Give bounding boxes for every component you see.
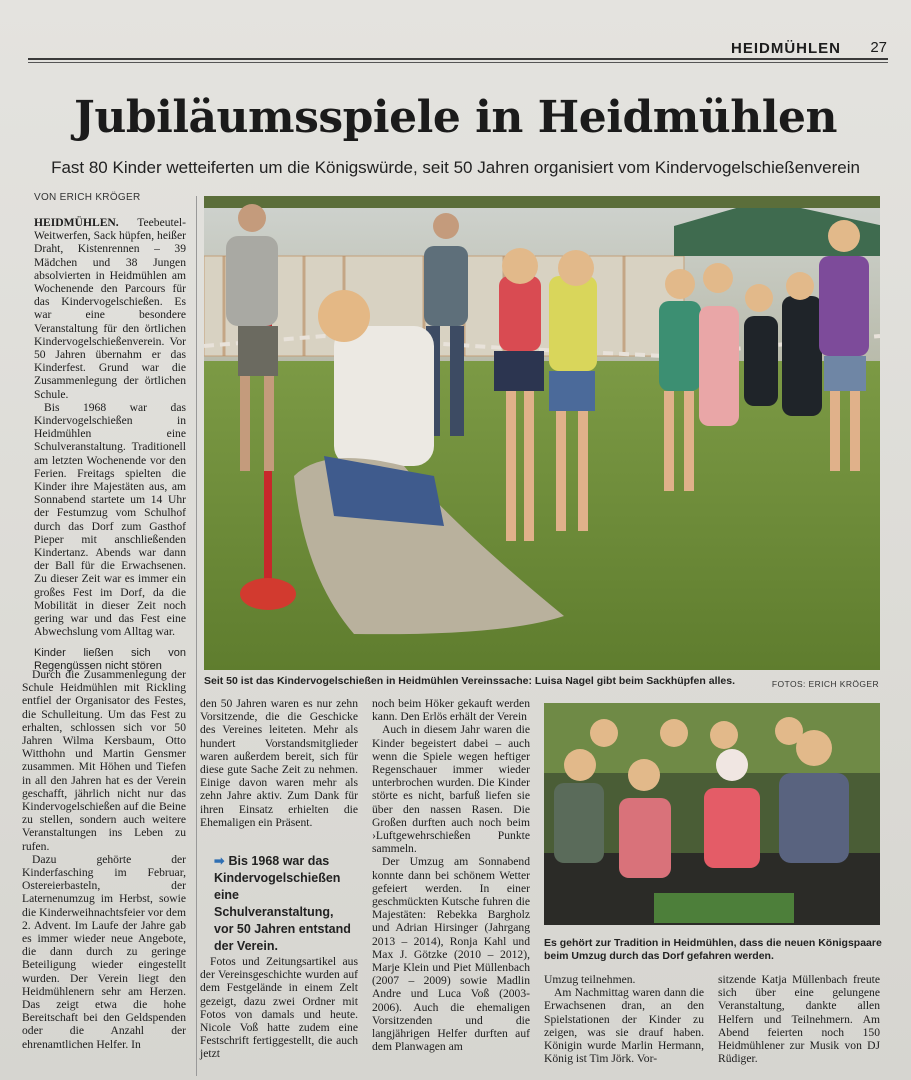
article-paragraph: Dazu gehörte der Kinderfasching im Februar, Ostereierbasteln, der Laternenumzug im Herbst, sowie die Kinderweihnachtsfeier vor dem 2. Advent. Im Laufe der Jahre gab es immer wieder neue Angebote, die dann durch zu geringe Beteiligung wieder eingestellt wurden. Der Verein liegt den Heidmühlenern sehr am Herzen. Das zeigt etwa die hohe Bereitschaft bei den Geldspenden oder die Anzahl der ehrenamtlichen Helfer. In <box>22 852 186 1051</box>
article-paragraph: den 50 Jahren waren es nur zehn Vorsitzende, die die Geschicke des Vereines leiteten. Mehr als hundert Vorstandsmitglieder waren außerdem bereit, sich für diese gute Sache Zeit zu nehmen. Einige davon waren mehr als zehn Jahre aktiv. Zum Dank für ihren Einsatz erhielten die Ehemaligen ein Präsent. <box>200 697 358 829</box>
article-column-2b <box>200 955 358 1061</box>
article-paragraph: Auch in diesem Jahr waren die Kinder begeistert dabei – auch wenn die Spiele wegen heftiger Regenschauer immer wieder unterbrochen wurden. Die Kinder störte es nicht, barfuß liefen sie über den nassen Rasen. Die Großen durften auch noch beim ›Luftgewehrschießen Punkte sammeln. <box>372 723 530 856</box>
crosshead: Kinder ließen sich von Regengüssen nicht stören <box>34 646 186 672</box>
main-photo-caption: Seit 50 ist das Kindervogelschießen in Heidmühlen Vereinssache: Luisa Nagel gibt beim Sackhüpfen alles. <box>204 675 735 687</box>
article-paragraph: Bis 1968 war das Kindervogelschießen in Heidmühlen eine Schulveranstaltung. Traditionell am letzten Wochenende vor den Ferien. Freitags spielten die Kinder ihre Majestäten aus, am Sonnabend startete um 14 Uhr der Festumzug vom Schulhof durch das Dorf zum Gasthof Pieper mit anschließenden Kindertanz. Abends war dann der Ball für die Erwachsenen. Zu dieser Zeit war es immer ein großes Fest im Dorf, da die Mobilität in dieser Zeit noch gering war und das Fest eine Abwechslung vom Alltag war. <box>34 400 186 639</box>
dateline: HEIDMÜHLEN. <box>34 216 119 229</box>
article-paragraph: Umzug teilnehmen. <box>544 973 636 986</box>
small-photo-caption: Es gehört zur Tradition in Heidmühlen, dass die neuen Königspaare beim Umzug durch das Dorf gefahren werden. <box>544 937 882 962</box>
article-paragraph: Durch die Zusammenlegung der Schule Heidmühlen mit Rickling entfiel der Organisator des Festes, die Schulleitung. Um das Fest zu erhalten, schlossen sich vor 50 Jahren Wilma Kersbaum, Otto Witthohn und Martin Gensmer zusammen. Mit Höhen und Tiefen in all den Jahren hat es der Verein geschafft, jährlich nicht nur das Kindervogelschießen auf die Beine zu stellen, sondern auch weitere Veranstaltungen ins Leben zu rufen. <box>22 668 186 853</box>
article-paragraph: Der Umzug am Sonnabend konnte dann bei schönem Wetter gefeiert werden. In einer geschmückten Kutsche fuhren die Majestäten: Rebekka Bargholz und Adrian Hirsinger (Jahrgang 2013 – 2014), Ronja Kahl und Max J. Götzke (2010 – 2012), Marje Klein und Piet Müllenbach (2007 – 2009) sowie Madlin Andre und Luca Voß (2003-2006). Auch die ehemaligen Vorsitzenden und die langjährigen Helfer durften auf dem Planwagen am <box>372 855 530 1054</box>
article-paragraph: noch beim Höker gekauft werden kann. Den Erlös erhält der Verein <box>372 697 530 724</box>
article-paragraph <box>34 216 186 401</box>
article-paragraph: Fotos und Zeitungsartikel aus der Vereinsgeschichte wurden auf dem Festgelände in einem Zelt gezeigt, dazu zwei Ordner mit Fotos von damals und heute. Nicole Voß hatte zudem eine Festschrift fertiggestellt, die auch jetzt <box>200 955 358 1061</box>
photo-credit: FOTOS: ERICH KRÖGER <box>771 679 879 689</box>
arrow-right-icon: ➡ <box>214 854 225 868</box>
header-rule <box>28 58 888 60</box>
article-column-3 <box>372 697 530 1053</box>
headline: Jubiläumsspiele in Heidmühlen <box>74 92 837 143</box>
article-column-4 <box>544 973 704 1065</box>
byline: VON ERICH KRÖGER <box>34 192 141 203</box>
subheadline: Fast 80 Kinder wetteiferten um die Königswürde, seit 50 Jahren organisiert vom Kindervogelschießenverein <box>51 158 860 177</box>
article-paragraph: Am Nachmittag waren dann die Erwachsenen dran, an den Spielstationen der Kinder zu zeigen, was sie drauf haben. Königin wurde Marlin Hermann, König ist Tim Jörk. Vor- <box>544 986 704 1066</box>
column-rule <box>196 196 197 1076</box>
pull-quote <box>214 853 354 955</box>
paragraph-text: Teebeutel-Weitwerfen, Sack hüpfen, heißer Draht, Kistenrennen – 39 Mädchen und 38 Jungen absolvierten in Heidmühlen am Wochenende den Parcours für das Kindervogelschießen. Es war eine besondere Veranstaltung für den örtlichen Kindervogelschießenverein. Vor 50 Jahren übernahm er das Kinderfest. Grund war die Zusammenlegung der örtlichen Schule. <box>34 216 186 401</box>
page-number: 27 <box>870 39 887 56</box>
article-column-1b <box>22 668 186 1051</box>
article-column-1 <box>34 216 186 683</box>
pull-quote-text: Bis 1968 war das Kindervogelschießen eine Schulveranstaltung, vor 50 Jahren entstand der Verein. <box>214 854 351 953</box>
main-photo-sack-race <box>204 196 880 670</box>
section-title: HEIDMÜHLEN <box>731 40 841 57</box>
header-rule-thin <box>28 62 888 63</box>
photo-royal-couples <box>544 703 880 925</box>
article-column-5 <box>718 973 880 1065</box>
article-column-2 <box>200 697 358 829</box>
article-paragraph: sitzende Katja Müllenbach freute sich über eine gelungene Veranstaltung, dankte allen Helfern und Teilnehmern. Am Abend feierten noch 150 Heidmühlener zur Musik von DJ Rüdiger. <box>718 973 880 1066</box>
